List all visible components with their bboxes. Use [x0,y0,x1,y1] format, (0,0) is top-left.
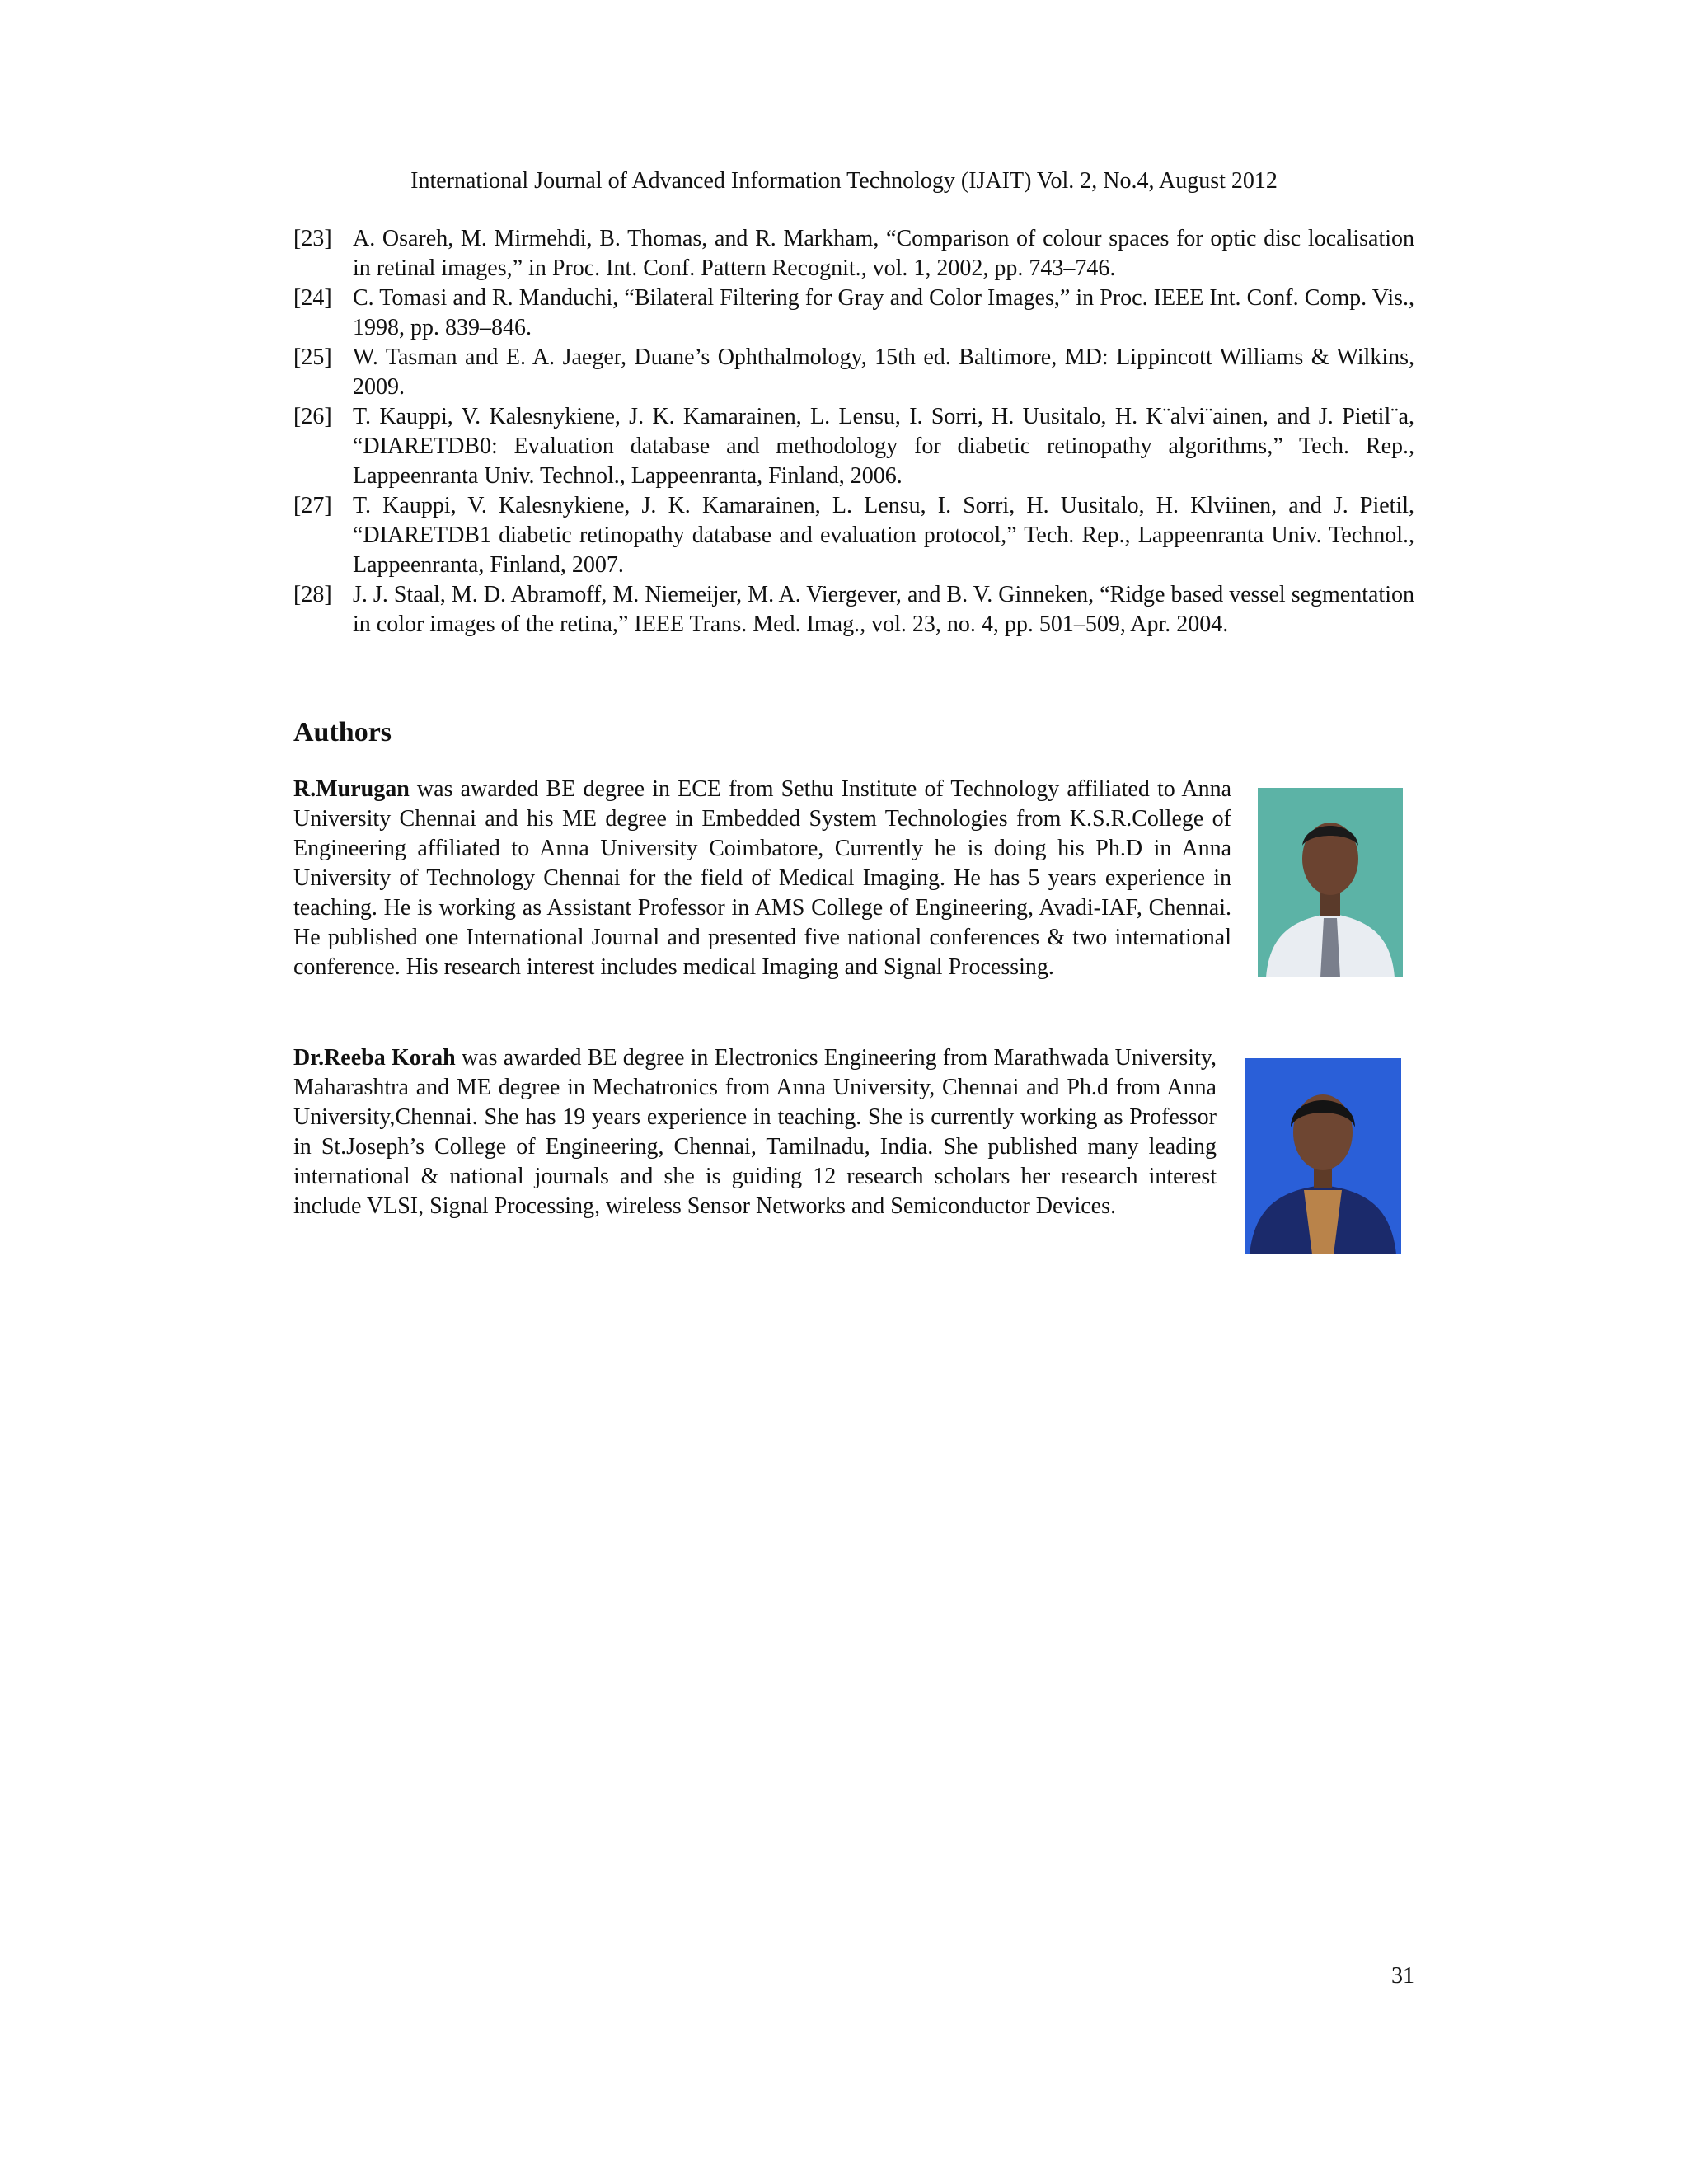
reference-number: [26] [293,404,332,429]
reference-item [293,402,1414,491]
author-photo-korah [1245,1058,1401,1254]
reference-number: [25] [293,344,332,370]
reference-number: [28] [293,582,332,607]
portrait-image [1258,788,1403,977]
tie-shape [1320,918,1340,977]
reference-text: A. Osareh, M. Mirmehdi, B. Thomas, and R. Markham, “Comparison of colour spaces for optic disc localisation in retinal images,” in Proc. Int. Conf. Pattern Recognit., vol. 1, 2002, pp. 743–746. [353,226,1414,281]
reference-item [293,580,1414,640]
page-number: 31 [1391,1963,1414,1989]
reference-item [293,224,1414,284]
reference-item [293,491,1414,580]
reference-list [293,224,1414,640]
reference-text: T. Kauppi, V. Kalesnykiene, J. K. Kamarainen, L. Lensu, I. Sorri, H. Uusitalo, H. Klviinen, and J. Pietil, “DIARETDB1 diabetic retinopathy database and evaluation protocol,” Tech. Rep., Lappeenranta Univ. Technol., Lappeenranta, Finland, 2007. [353,493,1414,578]
reference-text: W. Tasman and E. A. Jaeger, Duane’s Ophthalmology, 15th ed. Baltimore, MD: Lippincott Williams & Wilkins, 2009. [353,344,1414,400]
authors-heading: Authors [293,717,392,748]
reference-number: [24] [293,285,332,311]
reference-text: J. J. Staal, M. D. Abramoff, M. Niemeijer, M. A. Viergever, and B. V. Ginneken, “Ridge based vessel segmentation in color images of the retina,” IEEE Trans. Med. Imag., vol. 23, no. 4, pp. 501–509, Apr. 2004. [353,582,1414,637]
author-bio-text: was awarded BE degree in ECE from Sethu Institute of Technology affiliated to Anna University Chennai and his ME degree in Embedded System Technologies from K.S.R.College of Engineering affiliated to Anna University Coimbatore, Currently he is doing his Ph.D in Anna University of Technology Chennai for the field of Medical Imaging. He has 5 years experience in teaching. He is working as Assistant Professor in AMS College of Engineering, Avadi-IAF, Chennai. He published one International Journal and presented five national conferences & two international conference. His research interest includes medical Imaging and Signal Processing. [293,776,1231,980]
reference-number: [27] [293,493,332,518]
reference-item [293,284,1414,343]
portrait-image [1245,1058,1401,1254]
reference-number: [23] [293,226,332,251]
reference-text: T. Kauppi, V. Kalesnykiene, J. K. Kamarainen, L. Lensu, I. Sorri, H. Uusitalo, H. K¨alvi¨ainen, and J. Pietil¨a, “DIARETDB0: Evaluation database and methodology for diabetic retinopathy algorithms,” Tech. Rep., Lappeenranta Univ. Technol., Lappeenranta, Finland, 2006. [353,404,1414,489]
author-bio-korah [293,1043,1217,1221]
reference-text: C. Tomasi and R. Manduchi, “Bilateral Filtering for Gray and Color Images,” in Proc. IEEE Int. Conf. Comp. Vis., 1998, pp. 839–846. [353,285,1414,340]
author-name: Dr.Reeba Korah [293,1045,456,1071]
author-bio-murugan [293,775,1231,982]
running-header: International Journal of Advanced Information Technology (IJAIT) Vol. 2, No.4, August 2012 [410,168,1278,194]
author-bio-text: was awarded BE degree in Electronics Engineering from Marathwada University, Maharashtra and ME degree in Mechatronics from Anna University, Chennai and Ph.d from Anna University,Chennai. She has 19 years experience in teaching. She is currently working as Professor in St.Joseph’s College of Engineering, Chennai, Tamilnadu, India. She published many leading international & national journals and she is guiding 12 research scholars her research interest include VLSI, Signal Processing, wireless Sensor Networks and Semiconductor Devices. [293,1045,1217,1219]
author-photo-murugan [1258,788,1403,977]
author-name: R.Murugan [293,776,410,802]
reference-item [293,343,1414,402]
